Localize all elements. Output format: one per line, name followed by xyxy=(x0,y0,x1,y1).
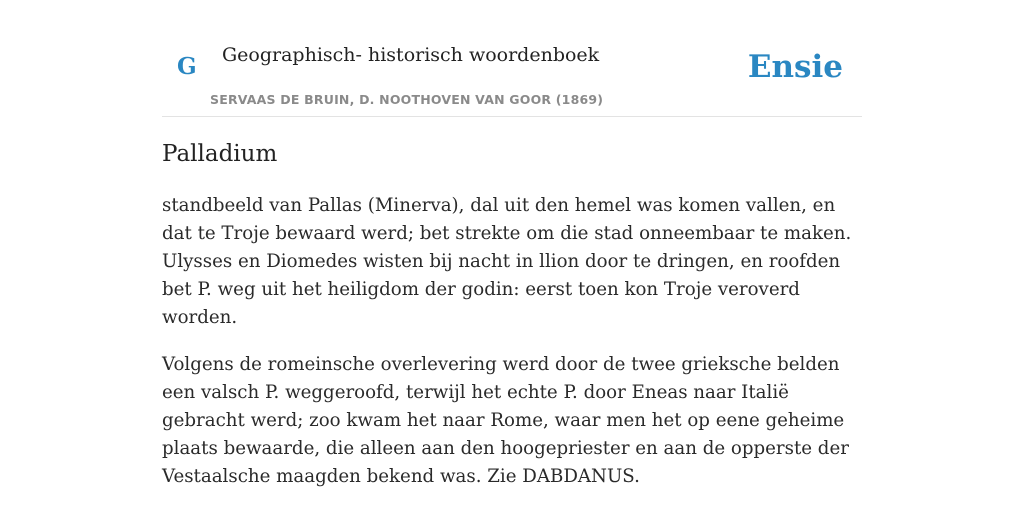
brand-logo[interactable]: Ensie xyxy=(747,49,843,85)
letter-index[interactable]: G xyxy=(177,53,197,80)
entry-content xyxy=(162,192,862,510)
book-author: SERVAAS DE BRUIN, D. NOOTHOVEN VAN GOOR (1869) xyxy=(210,92,604,107)
entry-title: Palladium xyxy=(162,141,278,167)
book-title[interactable]: Geographisch- historisch woordenboek xyxy=(222,44,600,66)
page-header xyxy=(162,0,862,117)
entry-paragraph: Volgens de romeinsche overlevering werd door de twee grieksche belden een valsch P. weggeroofd, terwijl het echte P. door Eneas naar Italië gebracht werd; zoo kwam het naar Rome, waar men het op eene geheime plaats bewaarde, die alleen aan den hoogepriester en aan de opperste der Vestaalsche maagden bekend was. Zie DABDANUS. xyxy=(162,354,849,487)
entry-paragraph: standbeeld van Pallas (Minerva), dal uit den hemel was komen vallen, en dat te Troje bewaard werd; bet strekte om die stad onneembaar te maken. Ulysses en Diomedes wisten bij nacht in llion door te dringen, en roofden bet P. weg uit het heiligdom der godin: eerst toen kon Troje veroverd worden. xyxy=(162,195,852,328)
